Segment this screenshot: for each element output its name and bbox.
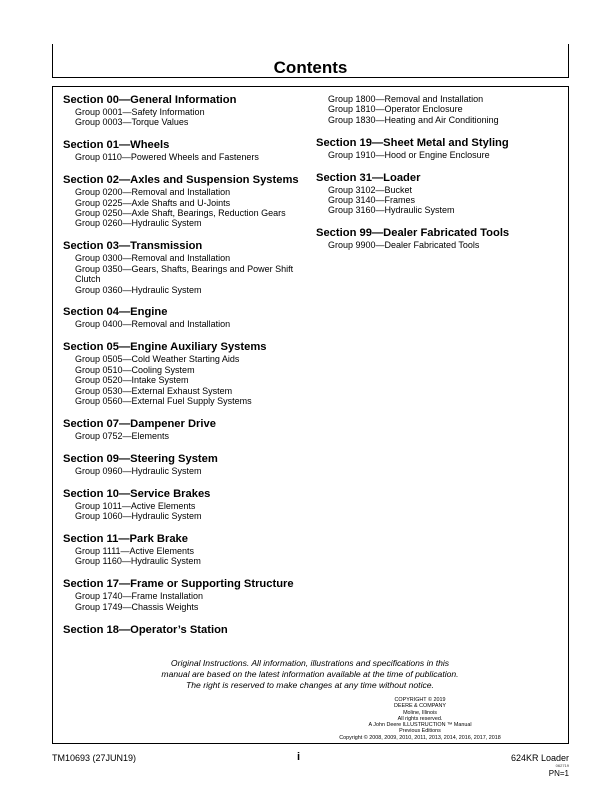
toc-group-list: [63, 466, 313, 476]
toc-section: [316, 172, 566, 216]
toc-section-title[interactable]: Section 03—Transmission: [63, 240, 203, 253]
toc-group-item[interactable]: Group 3102—Bucket: [328, 184, 413, 195]
toc-group-list: [63, 591, 313, 612]
copyright-line: DEERE & COMPANY: [393, 703, 447, 710]
toc-group-list: [63, 107, 313, 128]
toc-section-title[interactable]: Section 01—Wheels: [63, 139, 170, 152]
copyright-line: Previous Editions: [399, 728, 441, 735]
toc-group-item[interactable]: Group 1011—Active Elements: [75, 500, 196, 511]
toc-section: [63, 488, 313, 522]
copyright-block: [330, 697, 510, 741]
toc-group-item[interactable]: Group 3160—Hydraulic System: [328, 205, 455, 216]
toc-group-list: [316, 240, 566, 250]
toc-group-item[interactable]: Group 0110—Powered Wheels and Fasteners: [75, 152, 259, 163]
toc-group-item[interactable]: Group 1810—Operator Enclosure: [328, 104, 463, 115]
toc-group-item[interactable]: Group 0530—External Exhaust System: [75, 385, 233, 396]
footer-doc-id: TM10693 (27JUN19): [52, 753, 137, 763]
toc-group-list: [63, 253, 313, 295]
toc-group-list: [63, 354, 313, 406]
toc-group-item[interactable]: Group 0200—Removal and Installation: [75, 187, 231, 198]
toc-group-item[interactable]: Group 1910—Hood or Engine Enclosure: [328, 149, 490, 160]
toc-group-item[interactable]: Group 0300—Removal and Installation: [75, 253, 231, 264]
toc-group-item[interactable]: Group 1111—Active Elements: [75, 546, 195, 557]
toc-group-item[interactable]: Group 0560—External Fuel Supply Systems: [75, 396, 252, 406]
notice-line: manual are based on the latest information available at the time of publication.: [161, 669, 459, 679]
toc-section-title[interactable]: Section 07—Dampener Drive: [63, 417, 216, 430]
copyright-line: All rights reserved.: [397, 715, 443, 722]
contents-left-column: [63, 94, 313, 648]
original-instructions-notice: [110, 658, 510, 691]
toc-group-list: [63, 501, 313, 522]
copyright-line: A John Deere ILLUSTRUCTION ™ Manual: [368, 722, 472, 729]
toc-section: [63, 240, 313, 295]
toc-group-item[interactable]: Group 0250—Axle Shaft, Bearings, Reduction Gears: [75, 208, 286, 219]
toc-section: [316, 227, 566, 250]
toc-section: [316, 137, 566, 160]
toc-section: [63, 94, 313, 128]
toc-section: [63, 533, 313, 567]
toc-section-title[interactable]: Section 02—Axles and Suspension Systems: [63, 174, 299, 187]
toc-group-item[interactable]: Group 0001—Safety Information: [75, 107, 205, 117]
toc-group-item[interactable]: Group 1830—Heating and Air Conditioning: [328, 114, 499, 125]
toc-section: [63, 174, 313, 229]
toc-group-item[interactable]: Group 1800—Removal and Installation: [328, 94, 484, 104]
toc-section-title[interactable]: Section 10—Service Brakes: [63, 487, 211, 500]
toc-group-item[interactable]: Group 3140—Frames: [328, 195, 416, 206]
toc-section: [316, 94, 566, 125]
toc-section-title[interactable]: Section 09—Steering System: [63, 452, 218, 465]
toc-group-list: [316, 150, 566, 160]
toc-group-item[interactable]: Group 1060—Hydraulic System: [75, 511, 202, 522]
toc-group-list: [316, 185, 566, 216]
toc-group-item[interactable]: Group 0505—Cold Weather Starting Aids: [75, 354, 240, 365]
toc-section-title[interactable]: Section 00—General Information: [63, 94, 237, 106]
toc-group-list: [63, 546, 313, 567]
toc-group-item[interactable]: Group 1740—Frame Installation: [75, 591, 204, 602]
toc-section: [63, 578, 313, 612]
toc-group-item[interactable]: Group 0960—Hydraulic System: [75, 465, 202, 476]
toc-group-item[interactable]: Group 0752—Elements: [75, 430, 170, 441]
footer-page-number: i: [297, 751, 301, 763]
toc-section-title[interactable]: Section 04—Engine: [63, 306, 168, 319]
toc-section-title[interactable]: Section 17—Frame or Supporting Structure: [63, 578, 294, 591]
footer-pn: PN=1: [548, 769, 569, 778]
toc-group-list: [63, 319, 313, 329]
toc-section: [63, 624, 313, 637]
footer-code: 062719: [555, 763, 569, 768]
toc-section: [63, 418, 313, 441]
toc-section: [63, 341, 313, 406]
toc-group-item[interactable]: Group 0400—Removal and Installation: [75, 319, 231, 330]
copyright-line: Copyright © 2008, 2009, 2010, 2011, 2013, 2014, 2016, 2017, 2018: [339, 734, 501, 741]
toc-group-item[interactable]: Group 9900—Dealer Fabricated Tools: [328, 240, 480, 251]
toc-section: [63, 306, 313, 329]
toc-group-item[interactable]: Group 0225—Axle Shafts and U-Joints: [75, 197, 231, 208]
copyright-line: COPYRIGHT © 2019: [394, 697, 446, 703]
toc-group-item[interactable]: Group 0260—Hydraulic System: [75, 218, 202, 229]
toc-group-item[interactable]: Group 1160—Hydraulic System: [75, 556, 201, 567]
toc-group-item[interactable]: Group 0003—Torque Values: [75, 117, 189, 128]
footer-model: 624KR Loader: [510, 753, 569, 763]
toc-section: [63, 139, 313, 162]
contents-right-column: [316, 94, 566, 262]
toc-group-item[interactable]: Group 0350—Gears, Shafts, Bearings and Power Shift Clutch: [75, 263, 294, 285]
toc-section-title[interactable]: Section 18—Operator’s Station: [63, 623, 228, 636]
toc-group-list: [63, 152, 313, 162]
notice-line: The right is reserved to make changes at any time without notice.: [186, 680, 434, 690]
toc-group-item[interactable]: Group 0520—Intake System: [75, 375, 189, 386]
toc-group-item[interactable]: Group 0510—Cooling System: [75, 364, 195, 375]
toc-group-item[interactable]: Group 1749—Chassis Weights: [75, 601, 199, 612]
title-box: [52, 44, 569, 78]
page-title: Contents: [273, 58, 348, 77]
toc-section-title[interactable]: Section 05—Engine Auxiliary Systems: [63, 341, 267, 354]
toc-group-list: [63, 431, 313, 441]
toc-group-list: [316, 94, 566, 125]
toc-section-title[interactable]: Section 99—Dealer Fabricated Tools: [316, 227, 510, 240]
copyright-line: Moline, Illinois: [403, 709, 437, 716]
toc-section: [63, 453, 313, 476]
toc-section-title[interactable]: Section 11—Park Brake: [63, 533, 188, 546]
notice-line: Original Instructions. All information, illustrations and specifications in this: [170, 658, 450, 668]
toc-section-title[interactable]: Section 31—Loader: [316, 171, 421, 184]
toc-section-title[interactable]: Section 19—Sheet Metal and Styling: [316, 136, 509, 149]
toc-group-item[interactable]: Group 0360—Hydraulic System: [75, 284, 202, 295]
toc-group-list: [63, 187, 313, 229]
